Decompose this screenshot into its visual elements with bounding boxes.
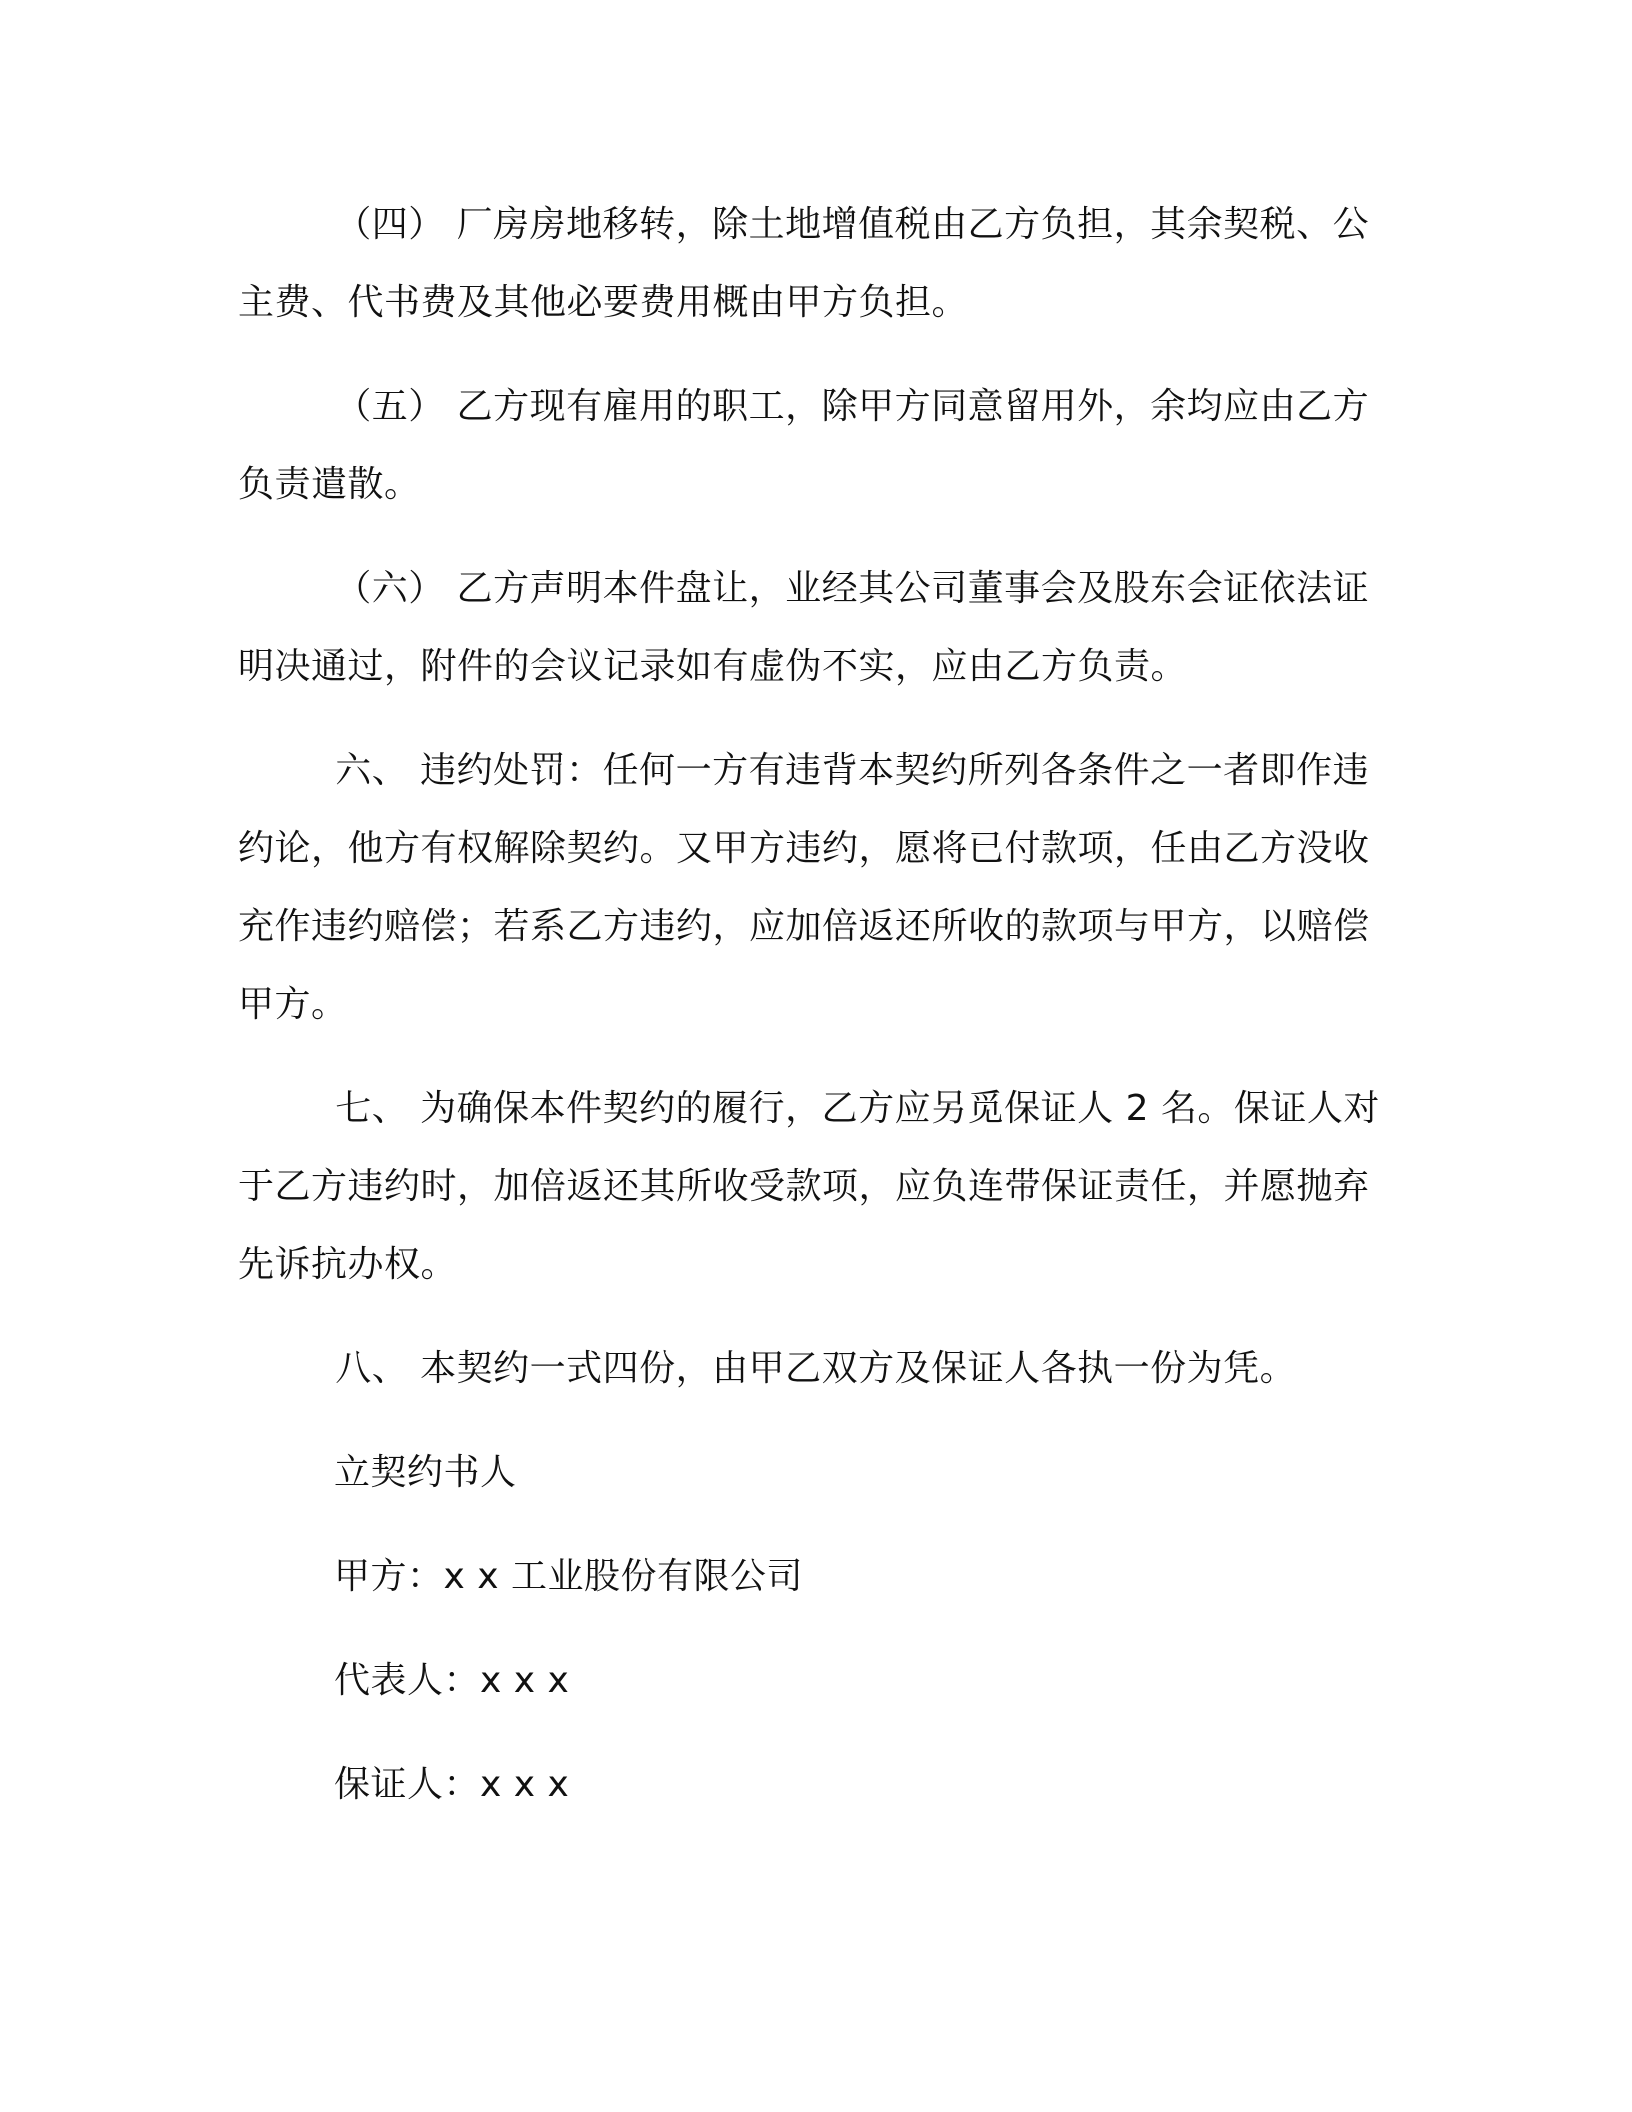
document-body: [238, 186, 1390, 1824]
clause-paragraph: （五） 乙方现有雇用的职工，除甲方同意留用外，余均应由乙方负责遣散。: [238, 386, 1370, 505]
clause-paragraph: 八、 本契约一式四份，由甲乙双方及保证人各执一份为凭。: [335, 1348, 1297, 1389]
clause-paragraph: （六） 乙方声明本件盘让，业经其公司董事会及股东会证依法证明决通过，附件的会议记录如有虚伪不实，应由乙方负责。: [238, 568, 1370, 687]
party-a-line: 甲方：x x 工业股份有限公司: [334, 1556, 803, 1597]
clause-paragraph: 六、 违约处罚：任何一方有违背本契约所列各条件之一者即作违约论，他方有权解除契约。又甲方违约，愿将已付款项，任由乙方没收充作违约赔偿；若系乙方违约，应加倍返还所收的款项与甲方，以赔偿甲方。: [238, 750, 1370, 1025]
representative-line: 代表人：x x x: [334, 1660, 570, 1701]
clause-paragraph: 七、 为确保本件契约的履行，乙方应另觅保证人 2 名。保证人对于乙方违约时，加倍返还其所收受款项，应负连带保证责任，并愿抛弃先诉抗办权。: [238, 1088, 1380, 1285]
clause-paragraph: （四） 厂房房地移转，除土地增值税由乙方负担，其余契税、公主费、代书费及其他必要费用概由甲方负担。: [238, 204, 1370, 323]
guarantor-line: 保证人：x x x: [334, 1764, 570, 1805]
signature-heading: 立契约书人: [334, 1452, 517, 1493]
